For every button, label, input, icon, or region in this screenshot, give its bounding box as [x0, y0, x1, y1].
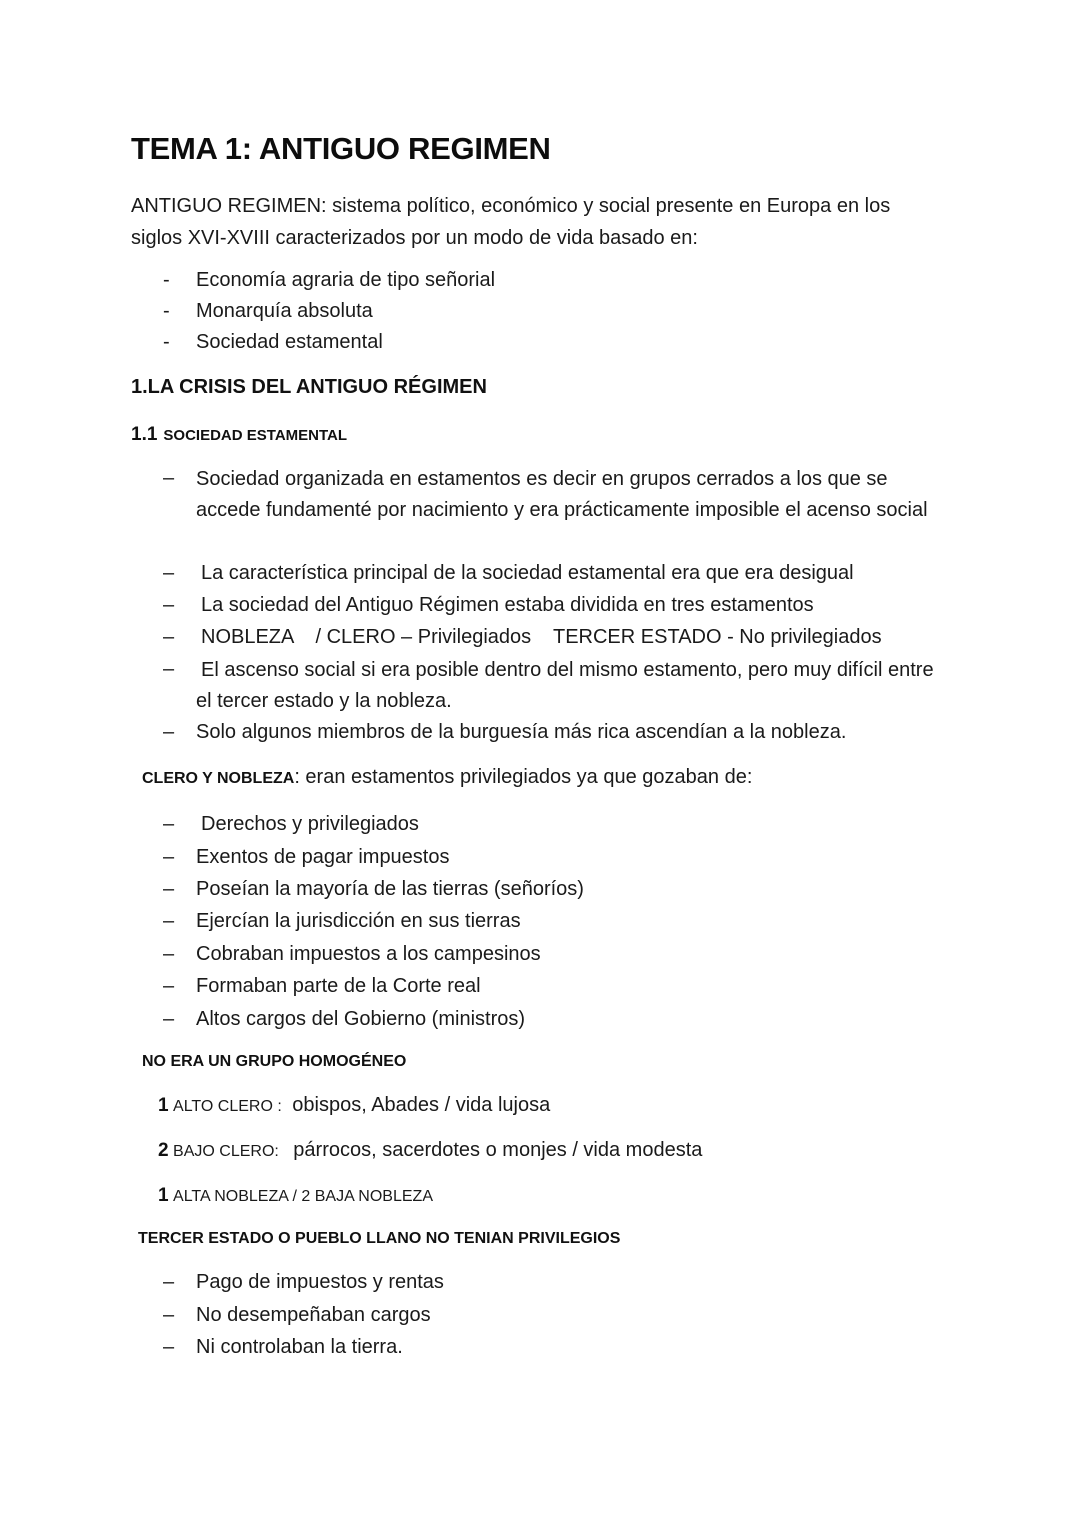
list-item: Altos cargos del Gobierno (ministros)	[196, 1008, 526, 1030]
list-bullet: –	[163, 1304, 175, 1326]
hierarchy-row	[158, 1185, 433, 1207]
subsection-number: 1.1	[131, 424, 158, 445]
hierarchy-number: 2	[158, 1140, 169, 1161]
list-bullet: –	[163, 721, 175, 743]
list-bullet: –	[163, 813, 175, 835]
list-item: Solo algunos miembros de la burguesía más rica ascendían a la nobleza.	[196, 721, 847, 743]
page-title: TEMA 1: ANTIGUO REGIMEN	[131, 131, 551, 166]
list-item: Ni controlaban la tierra.	[196, 1336, 403, 1358]
list-item: Cobraban impuestos a los campesinos	[196, 943, 541, 965]
list-bullet: –	[163, 562, 175, 584]
list-item: Poseían la mayoría de las tierras (señoríos)	[196, 878, 584, 900]
list-bullet: –	[163, 1008, 175, 1030]
hierarchy-label: ALTA NOBLEZA / 2 BAJA NOBLEZA	[173, 1188, 433, 1205]
privileged-intro	[142, 766, 752, 789]
list-item: Formaban parte de la Corte real	[196, 975, 481, 997]
privileged-label: CLERO Y NOBLEZA	[142, 770, 295, 787]
list-bullet: –	[163, 943, 175, 965]
list-item: NOBLEZA / CLERO – Privilegiados TERCER ESTADO - No privilegiados	[201, 626, 882, 648]
section-heading: 1.LA CRISIS DEL ANTIGUO RÉGIMEN	[131, 376, 487, 398]
list-bullet: –	[163, 467, 175, 489]
list-bullet: -	[163, 300, 170, 322]
hierarchy-text: obispos, Abades / vida lujosa	[292, 1094, 551, 1116]
list-item: Pago de impuestos y rentas	[196, 1271, 444, 1293]
hierarchy-row	[158, 1094, 550, 1117]
list-item: No desempeñaban cargos	[196, 1304, 431, 1326]
hierarchy-row	[158, 1139, 702, 1162]
hierarchy-text: párrocos, sacerdotes o monjes / vida modesta	[293, 1139, 703, 1161]
hierarchy-label: ALTO CLERO :	[173, 1098, 282, 1115]
hierarchy-number: 1	[158, 1185, 169, 1206]
list-bullet: -	[163, 331, 170, 353]
list-item: La característica principal de la sociedad estamental era que era desigual	[201, 562, 854, 584]
list-item: La sociedad del Antiguo Régimen estaba dividida en tres estamentos	[201, 594, 814, 616]
list-bullet: –	[163, 878, 175, 900]
list-item: Sociedad organizada en estamentos es decir en grupos cerrados a los que se accede fundamenté por nacimiento y era prácticamente imposible el acenso social	[196, 468, 928, 521]
list-bullet: –	[163, 1271, 175, 1293]
list-item: Monarquía absoluta	[196, 300, 373, 322]
hierarchy-number: 1	[158, 1095, 169, 1116]
intro-paragraph: ANTIGUO REGIMEN: sistema político, económico y social presente en Europa en los siglos XVI-XVIII caracterizados por un modo de vida basado en:	[131, 195, 891, 249]
list-bullet: -	[163, 269, 170, 291]
list-bullet: –	[163, 1336, 175, 1358]
hierarchy-label: BAJO CLERO:	[173, 1143, 279, 1160]
not-homogeneous-heading: NO ERA UN GRUPO HOMOGÉNEO	[142, 1053, 407, 1070]
list-bullet: –	[163, 594, 175, 616]
list-item: El ascenso social si era posible dentro del mismo estamento, pero muy difícil entre el tercer estado y la nobleza.	[196, 659, 934, 712]
list-bullet: –	[163, 658, 175, 680]
list-item: Exentos de pagar impuestos	[196, 846, 450, 868]
privileged-text: : eran estamentos privilegiados ya que gozaban de:	[294, 766, 753, 788]
list-bullet: –	[163, 910, 175, 932]
subsection-title: SOCIEDAD ESTAMENTAL	[163, 427, 348, 444]
list-bullet: –	[163, 975, 175, 997]
list-item: Sociedad estamental	[196, 331, 383, 353]
subsection-heading	[131, 424, 347, 446]
list-item: Economía agraria de tipo señorial	[196, 269, 496, 291]
list-bullet: –	[163, 846, 175, 868]
list-item: Ejercían la jurisdicción en sus tierras	[196, 910, 521, 932]
list-bullet: –	[163, 626, 175, 648]
third-estate-heading: TERCER ESTADO O PUEBLO LLANO NO TENIAN PRIVILEGIOS	[138, 1230, 621, 1247]
list-item: Derechos y privilegiados	[201, 813, 419, 835]
